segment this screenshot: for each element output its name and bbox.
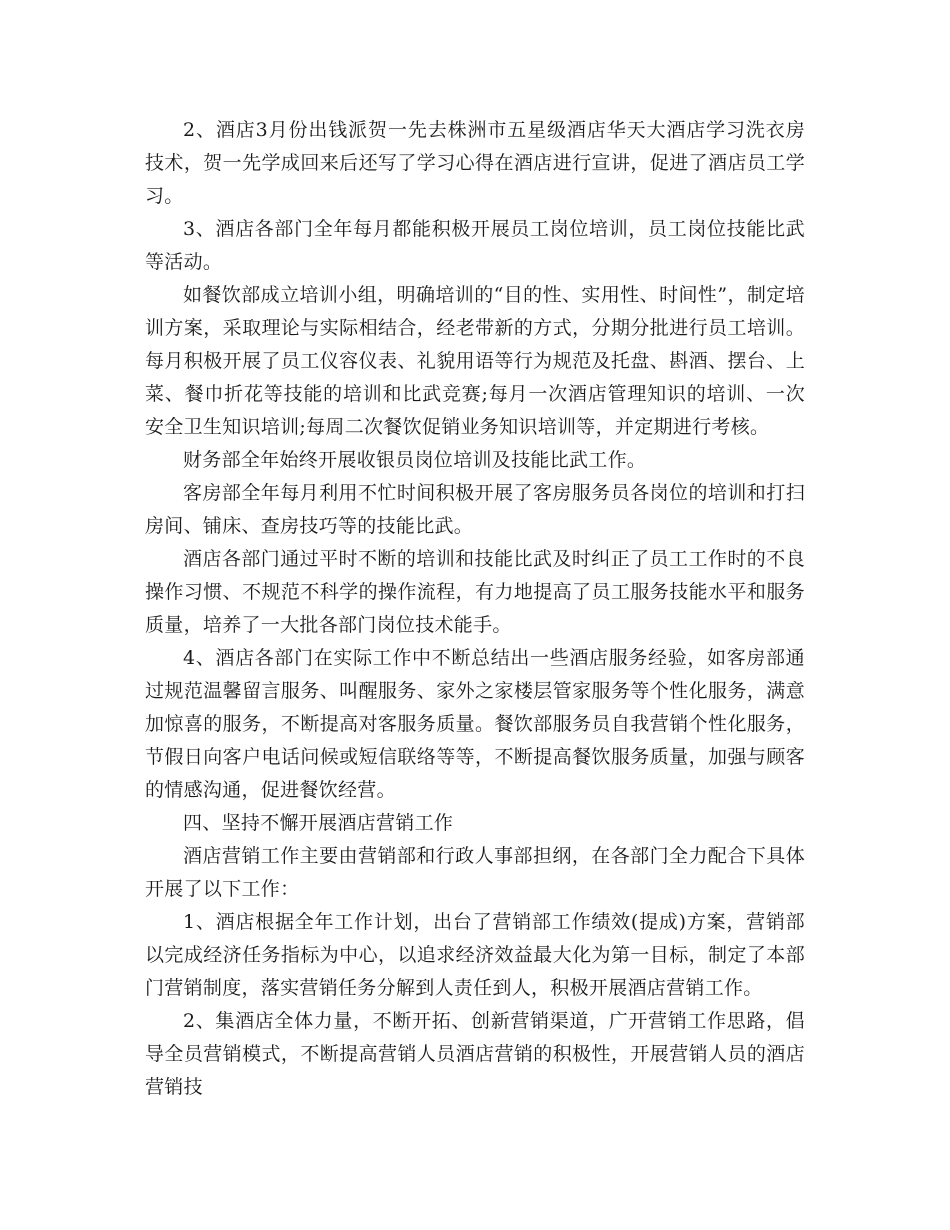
paragraph-training-results: 酒店各部门通过平时不断的培训和技能比武及时纠正了员工工作时的不良操作习惯、不规范不科学的操作流程，有力地提高了员工服务技能水平和服务质量，培养了一大批各部门岗位技术能手。 <box>145 548 805 636</box>
paragraph-catering-training: 如餐饮部成立培训小组，明确培训的“目的性、实用性、时间性”，制定培训方案，采取理论与实际相结合，经老带新的方式，分期分批进行员工培训。每月积极开展了员工仪容仪表、礼貌用语等行为规范及托盘、斟酒、摆台、上菜、餐巾折花等技能的培训和比武竞赛;每月一次酒店管理知识的培训、一次安全卫生知识培训;每周二次餐饮促销业务知识培训等，并定期进行考核。 <box>145 284 805 438</box>
paragraph-department-training: 3、酒店各部门全年每月都能积极开展员工岗位培训，员工岗位技能比武等活动。 <box>145 218 805 273</box>
paragraph-marketing-plan: 1、酒店根据全年工作计划，出台了营销部工作绩效(提成)方案，营销部以完成经济任务指标为中心，以追求经济效益最大化为第一目标，制定了本部门营销制度，落实营销任务分解到人责任到人，积极开展酒店营销工作。 <box>145 911 805 999</box>
paragraph-finance-training: 财务部全年始终开展收银员岗位培训及技能比武工作。 <box>183 449 647 471</box>
paragraph-marketing-channels: 2、集酒店全体力量，不断开拓、创新营销渠道，广开营销工作思路，倡导全员营销模式，不断提高营销人员酒店营销的积极性，开展营销人员的酒店营销技 <box>145 1010 805 1098</box>
document-body <box>145 114 805 1104</box>
paragraph-marketing-intro: 酒店营销工作主要由营销部和行政人事部担纲，在各部门全力配合下具体开展了以下工作： <box>145 845 805 900</box>
paragraph-service-experience: 4、酒店各部门在实际工作中不断总结出一些酒店服务经验，如客房部通过规范温馨留言服务、叫醒服务、家外之家楼层管家服务等个性化服务，满意加惊喜的服务，不断提高对客服务质量。餐饮部服务员自我营销个性化服务，节假日向客户电话问候或短信联络等等，不断提高餐饮服务质量，加强与顾客的情感沟通，促进餐饮经营。 <box>145 647 805 801</box>
paragraph-housekeeping-training: 客房部全年每月利用不忙时间积极开展了客房服务员各岗位的培训和打扫房间、铺床、查房技巧等的技能比武。 <box>145 482 805 537</box>
paragraph-laundry-training: 2、酒店3月份出钱派贺一先去株洲市五星级酒店华天大酒店学习洗衣房技术，贺一先学成回来后还写了学习心得在酒店进行宣讲，促进了酒店员工学习。 <box>145 119 805 207</box>
section-heading-marketing: 四、坚持不懈开展酒店营销工作 <box>183 812 454 834</box>
